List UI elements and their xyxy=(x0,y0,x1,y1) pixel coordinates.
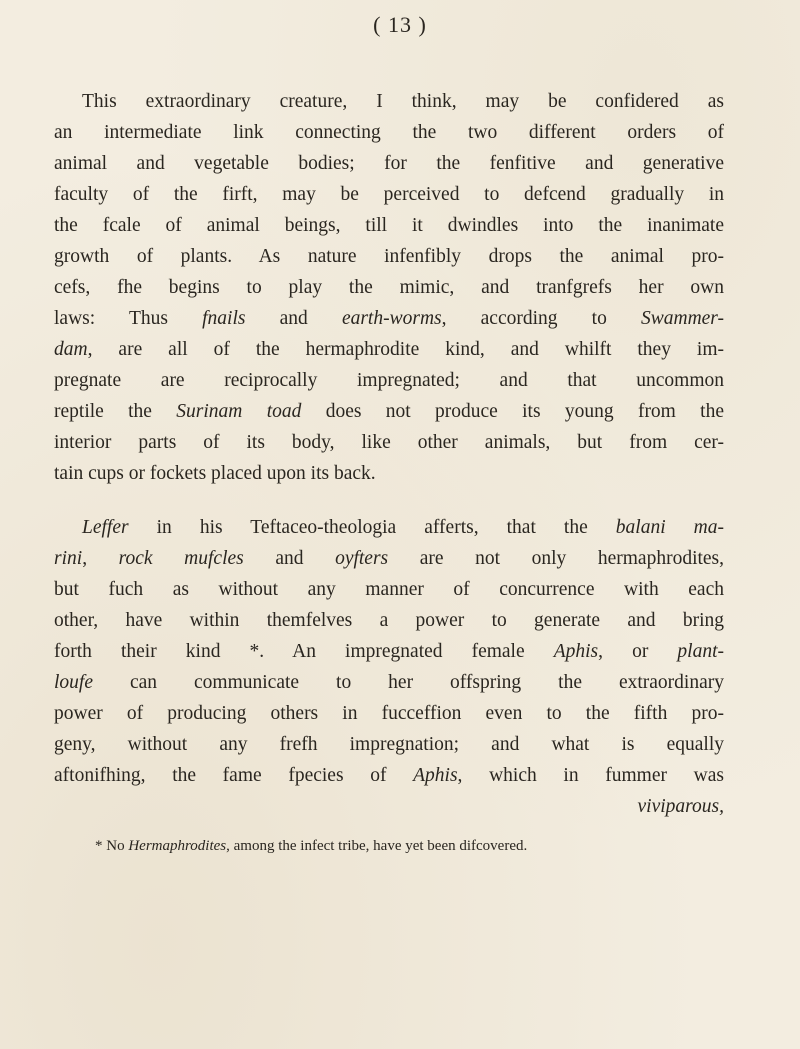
italic-term: Leffer xyxy=(82,517,129,538)
catchword: viviparous, xyxy=(637,796,724,817)
text-line: power of producing others in fucceffion even to the fifth pro- xyxy=(54,703,724,724)
text-line: interior parts of its body, like other animals, but from cer- xyxy=(54,432,724,453)
text-line: growth of plants. As nature infenfibly drops the animal pro- xyxy=(54,246,724,267)
text-line: reptile the Surinam toad does not produce its young from the xyxy=(54,401,724,422)
italic-term: earth-worms xyxy=(341,308,442,329)
text-line: pregnate are reciprocally impregnated; and that uncommon xyxy=(54,370,724,391)
text-line: laws: Thus fnails and earth-worms, according to Swammer- xyxy=(54,308,725,329)
italic-term: rini xyxy=(54,548,83,569)
italic-term: Aphis xyxy=(413,765,458,786)
text-line: loufe can communicate to her offspring the extraordinary xyxy=(54,672,724,693)
text-line: the fcale of animal beings, till it dwindles into the inanimate xyxy=(54,215,724,236)
text-line: faculty of the firft, may be perceived to defcend gradually in xyxy=(54,184,724,205)
text-line: an intermediate link connecting the two different orders of xyxy=(54,122,724,143)
italic-term: oyfters xyxy=(335,548,389,569)
italic-term: fnails xyxy=(202,308,246,329)
text-line: but fuch as without any manner of concurrence with each xyxy=(54,579,724,600)
italic-term: Swammer- xyxy=(640,308,725,329)
italic-term: plant- xyxy=(677,641,724,662)
text-line: dam, are all of the hermaphrodite kind, and whilft they im- xyxy=(54,339,724,360)
text-line: geny, without any frefh impregnation; and what is equally xyxy=(54,734,724,755)
italic-term: Hermaphrodites xyxy=(128,838,227,854)
page-number: ( 13 ) xyxy=(373,12,427,37)
italic-term: dam xyxy=(54,339,88,360)
text-line: cefs, fhe begins to play the mimic, and tranfgrefs her own xyxy=(54,277,724,298)
italic-term: loufe xyxy=(54,672,93,693)
text-line: Leffer in his Teftaceo-theologia afferts, that the balani ma- xyxy=(82,517,724,538)
italic-term: rock mufcles xyxy=(118,548,244,569)
italic-term: Surinam toad xyxy=(176,401,302,422)
text-line: tain cups or fockets placed upon its back. xyxy=(54,463,376,484)
text-line: rini, rock mufcles and oyfters are not only hermaphrodites, xyxy=(54,548,725,569)
text-line: This extraordinary creature, I think, may be confidered as xyxy=(82,91,724,112)
text-line: animal and vegetable bodies; for the fenfitive and generative xyxy=(54,153,724,174)
text-line: forth their kind *. An impregnated female Aphis, or plant- xyxy=(54,641,724,662)
italic-term: balani ma- xyxy=(615,517,724,538)
italic-term: Aphis xyxy=(553,641,599,662)
text-line: other, have within themfelves a power to generate and bring xyxy=(54,610,724,631)
footnote: * No Hermaphrodites, among the infect tribe, have yet been difcovered. xyxy=(95,838,528,854)
text-line: aftonifhing, the fame fpecies of Aphis, which in fummer was xyxy=(54,765,724,786)
